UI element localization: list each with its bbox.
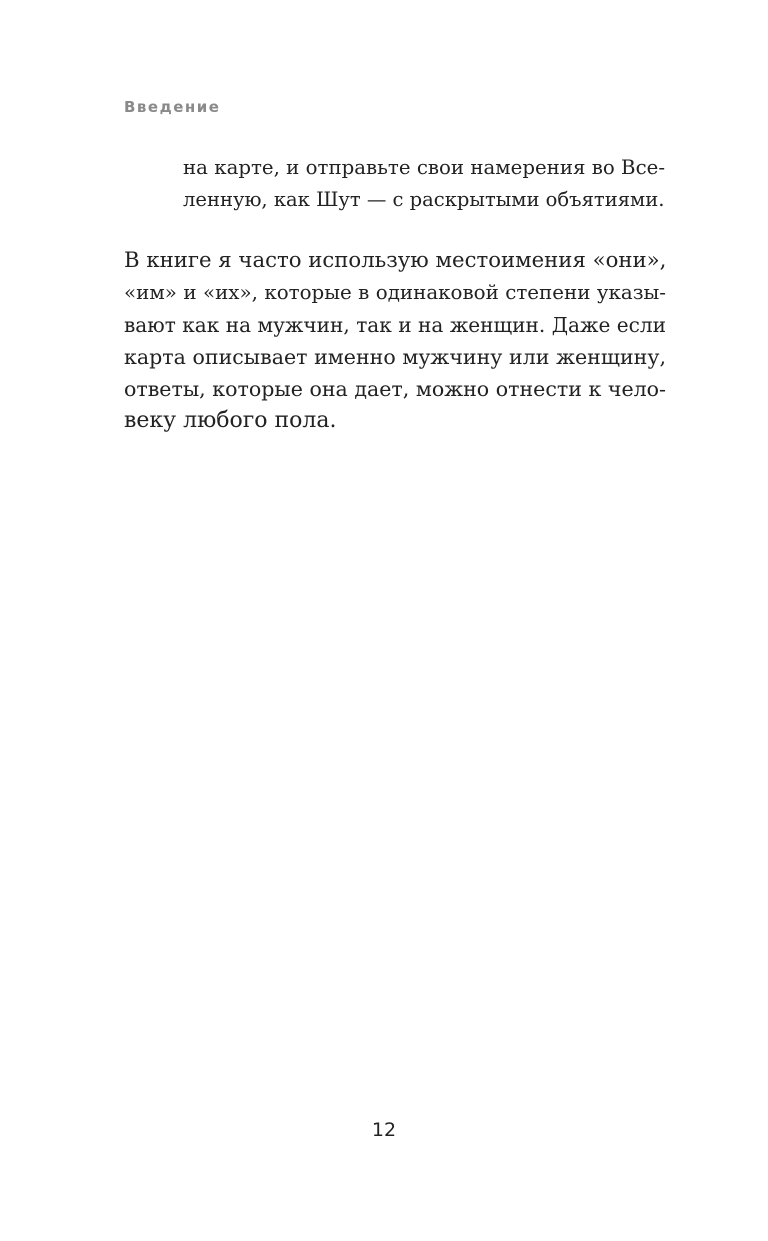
text-line: ответы, которые она дает, можно отнести к чело- bbox=[124, 377, 666, 401]
body-paragraph bbox=[124, 245, 666, 437]
text-line: веку любого пола. bbox=[124, 408, 337, 433]
text-line: вают как на мужчин, так и на женщин. Даже если bbox=[124, 313, 666, 337]
text-line: ленную, как Шут — с раскрытыми объятиями. bbox=[183, 188, 665, 211]
text-line: карта описывает именно мужчину или женщину, bbox=[124, 345, 666, 369]
page-number: 12 bbox=[371, 1119, 397, 1141]
text-line: В книге я часто использую местоимения «они», bbox=[124, 248, 667, 273]
text-line: на карте, и отправьте свои намерения во Все- bbox=[183, 156, 665, 179]
running-head: Введение bbox=[124, 98, 221, 116]
text-line: «им» и «их», которые в одинаковой степени указы- bbox=[124, 281, 666, 304]
indented-text-block bbox=[183, 152, 665, 216]
